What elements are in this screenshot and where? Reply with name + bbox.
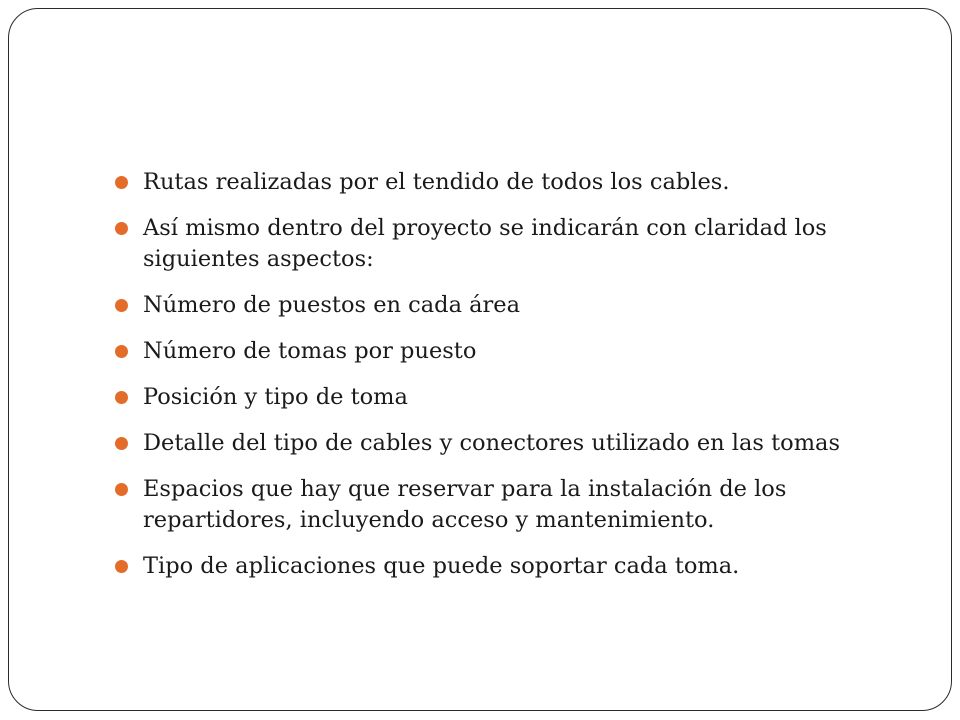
bullet-item — [115, 382, 915, 413]
bullet-text: Posición y tipo de toma — [143, 384, 408, 410]
bullet-item — [115, 213, 915, 275]
bullet-list — [115, 167, 915, 597]
bullet-text: Número de tomas por puesto — [143, 338, 477, 364]
bullet-text: Detalle del tipo de cables y conectores utilizado en las tomas — [143, 430, 840, 456]
bullet-text: Espacios que hay que reservar para la instalación de los repartidores, incluyendo acceso y mantenimiento. — [143, 476, 787, 533]
bullet-item — [115, 336, 915, 367]
bullet-dot-icon — [115, 560, 128, 573]
bullet-dot-icon — [115, 176, 128, 189]
bullet-item — [115, 474, 915, 536]
bullet-dot-icon — [115, 222, 128, 235]
bullet-text: Rutas realizadas por el tendido de todos los cables. — [143, 169, 730, 195]
bullet-item — [115, 167, 915, 198]
bullet-dot-icon — [115, 391, 128, 404]
slide-frame — [8, 8, 952, 711]
bullet-text: Tipo de aplicaciones que puede soportar cada toma. — [143, 553, 740, 579]
bullet-text: Así mismo dentro del proyecto se indicarán con claridad los siguientes aspectos: — [143, 215, 827, 272]
bullet-item — [115, 428, 915, 459]
bullet-dot-icon — [115, 483, 128, 496]
bullet-text: Número de puestos en cada área — [143, 292, 521, 318]
bullet-dot-icon — [115, 437, 128, 450]
bullet-dot-icon — [115, 299, 128, 312]
bullet-dot-icon — [115, 345, 128, 358]
bullet-item — [115, 290, 915, 321]
bullet-item — [115, 551, 915, 582]
